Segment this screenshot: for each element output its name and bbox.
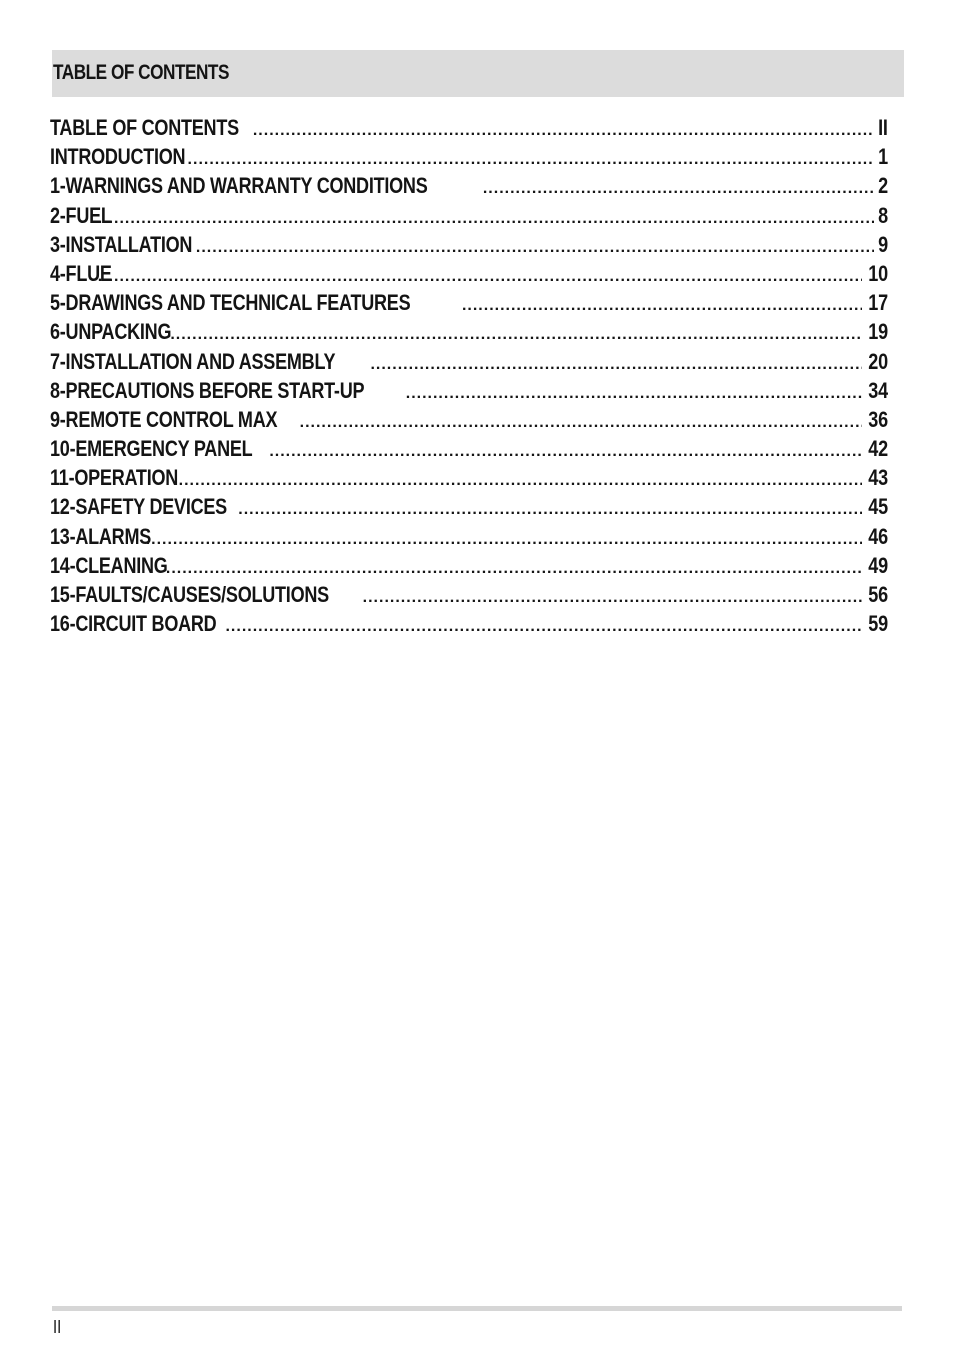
section-header-bar: [52, 50, 904, 97]
toc-entry[interactable]: [50, 522, 888, 551]
toc-entry-title: 6-UNPACKING: [50, 319, 172, 345]
dot-leader: [406, 379, 862, 405]
dot-leader: [188, 145, 875, 171]
toc-entry-page: 49: [868, 552, 888, 578]
toc-entry-page: 19: [868, 319, 888, 345]
toc-entry[interactable]: [50, 492, 888, 521]
toc-entry-title: 8-PRECAUTIONS BEFORE START-UP: [50, 377, 365, 403]
toc-entry[interactable]: [50, 463, 888, 492]
toc-entry-page: 46: [868, 523, 888, 549]
toc-entry[interactable]: [50, 434, 888, 463]
dot-leader: [98, 262, 862, 288]
toc-entry-page: 1: [878, 144, 888, 170]
toc-entry[interactable]: [50, 609, 888, 638]
toc-entry-title: 5-DRAWINGS AND TECHNICAL FEATURES: [50, 290, 411, 316]
toc-entry-page: 17: [868, 290, 888, 316]
toc-entry-title: 1-WARNINGS AND WARRANTY CONDITIONS: [50, 173, 428, 199]
toc-entry[interactable]: [50, 317, 888, 346]
dot-leader: [170, 320, 862, 346]
dot-leader: [462, 291, 862, 317]
toc-entry-page: 10: [868, 260, 888, 286]
toc-entry-title: 12-SAFETY DEVICES: [50, 494, 227, 520]
toc-entry-title: 2-FUEL: [50, 202, 112, 228]
toc-entry-page: 8: [878, 202, 888, 228]
toc-entry-title: 10-EMERGENCY PANEL: [50, 436, 253, 462]
toc-entry-page: 20: [868, 348, 888, 374]
dot-leader: [98, 204, 874, 230]
toc-entry-page: 34: [868, 377, 888, 403]
toc-entry-title: 3-INSTALLATION: [50, 231, 193, 257]
toc-entry-title: 15-FAULTS/CAUSES/SOLUTIONS: [50, 582, 329, 607]
toc-entry[interactable]: [50, 142, 888, 171]
toc-entry-title: TABLE OF CONTENTS: [50, 115, 239, 140]
toc-entry-title: 9-REMOTE CONTROL MAX: [50, 406, 278, 432]
toc-entry-page: 45: [868, 494, 888, 520]
dot-leader: [483, 174, 874, 200]
dot-leader: [253, 116, 875, 142]
toc-entry[interactable]: [50, 405, 888, 434]
toc-entry[interactable]: [50, 171, 888, 200]
toc-entry-page: 42: [868, 436, 888, 462]
toc-entry[interactable]: [50, 288, 888, 317]
toc-entry-title: 13-ALARMS: [50, 523, 152, 549]
toc-entry-page: 2: [878, 173, 888, 199]
toc-entry-page: II: [878, 115, 888, 140]
dot-leader: [370, 350, 862, 376]
toc-entry-title: 7-INSTALLATION AND ASSEMBLY: [50, 348, 336, 374]
toc-entry-page: 59: [868, 611, 888, 637]
dot-leader: [300, 408, 862, 434]
toc-entry[interactable]: [50, 230, 888, 259]
dot-leader: [269, 437, 862, 463]
section-title: TABLE OF CONTENTS: [53, 61, 229, 84]
toc-entry-title: 16-CIRCUIT BOARD: [50, 611, 217, 637]
toc-entry[interactable]: [50, 551, 888, 580]
dot-leader: [146, 525, 862, 551]
dot-leader: [166, 554, 862, 580]
toc-entry[interactable]: [50, 201, 888, 230]
toc-entry[interactable]: [50, 580, 888, 609]
toc-entry[interactable]: [50, 347, 888, 376]
toc-entry-title: 4-FLUE: [50, 260, 112, 286]
toc-entry[interactable]: [50, 259, 888, 288]
dot-leader: [363, 583, 862, 609]
toc-entry-page: 36: [868, 406, 888, 432]
toc-entry[interactable]: [50, 376, 888, 405]
table-of-contents: [50, 113, 888, 638]
toc-entry[interactable]: [50, 113, 888, 142]
page-number: II: [53, 1317, 62, 1337]
toc-entry-page: 56: [868, 582, 888, 607]
footer-divider: [52, 1306, 902, 1311]
dot-leader: [238, 495, 862, 521]
dot-leader: [225, 612, 862, 638]
toc-entry-page: 9: [878, 231, 888, 257]
toc-entry-title: INTRODUCTION: [50, 144, 186, 170]
toc-entry-page: 43: [868, 465, 888, 491]
dot-leader: [179, 466, 863, 492]
toc-entry-title: 11-OPERATION: [50, 465, 179, 491]
dot-leader: [196, 233, 874, 259]
toc-entry-title: 14-CLEANING: [50, 552, 168, 578]
